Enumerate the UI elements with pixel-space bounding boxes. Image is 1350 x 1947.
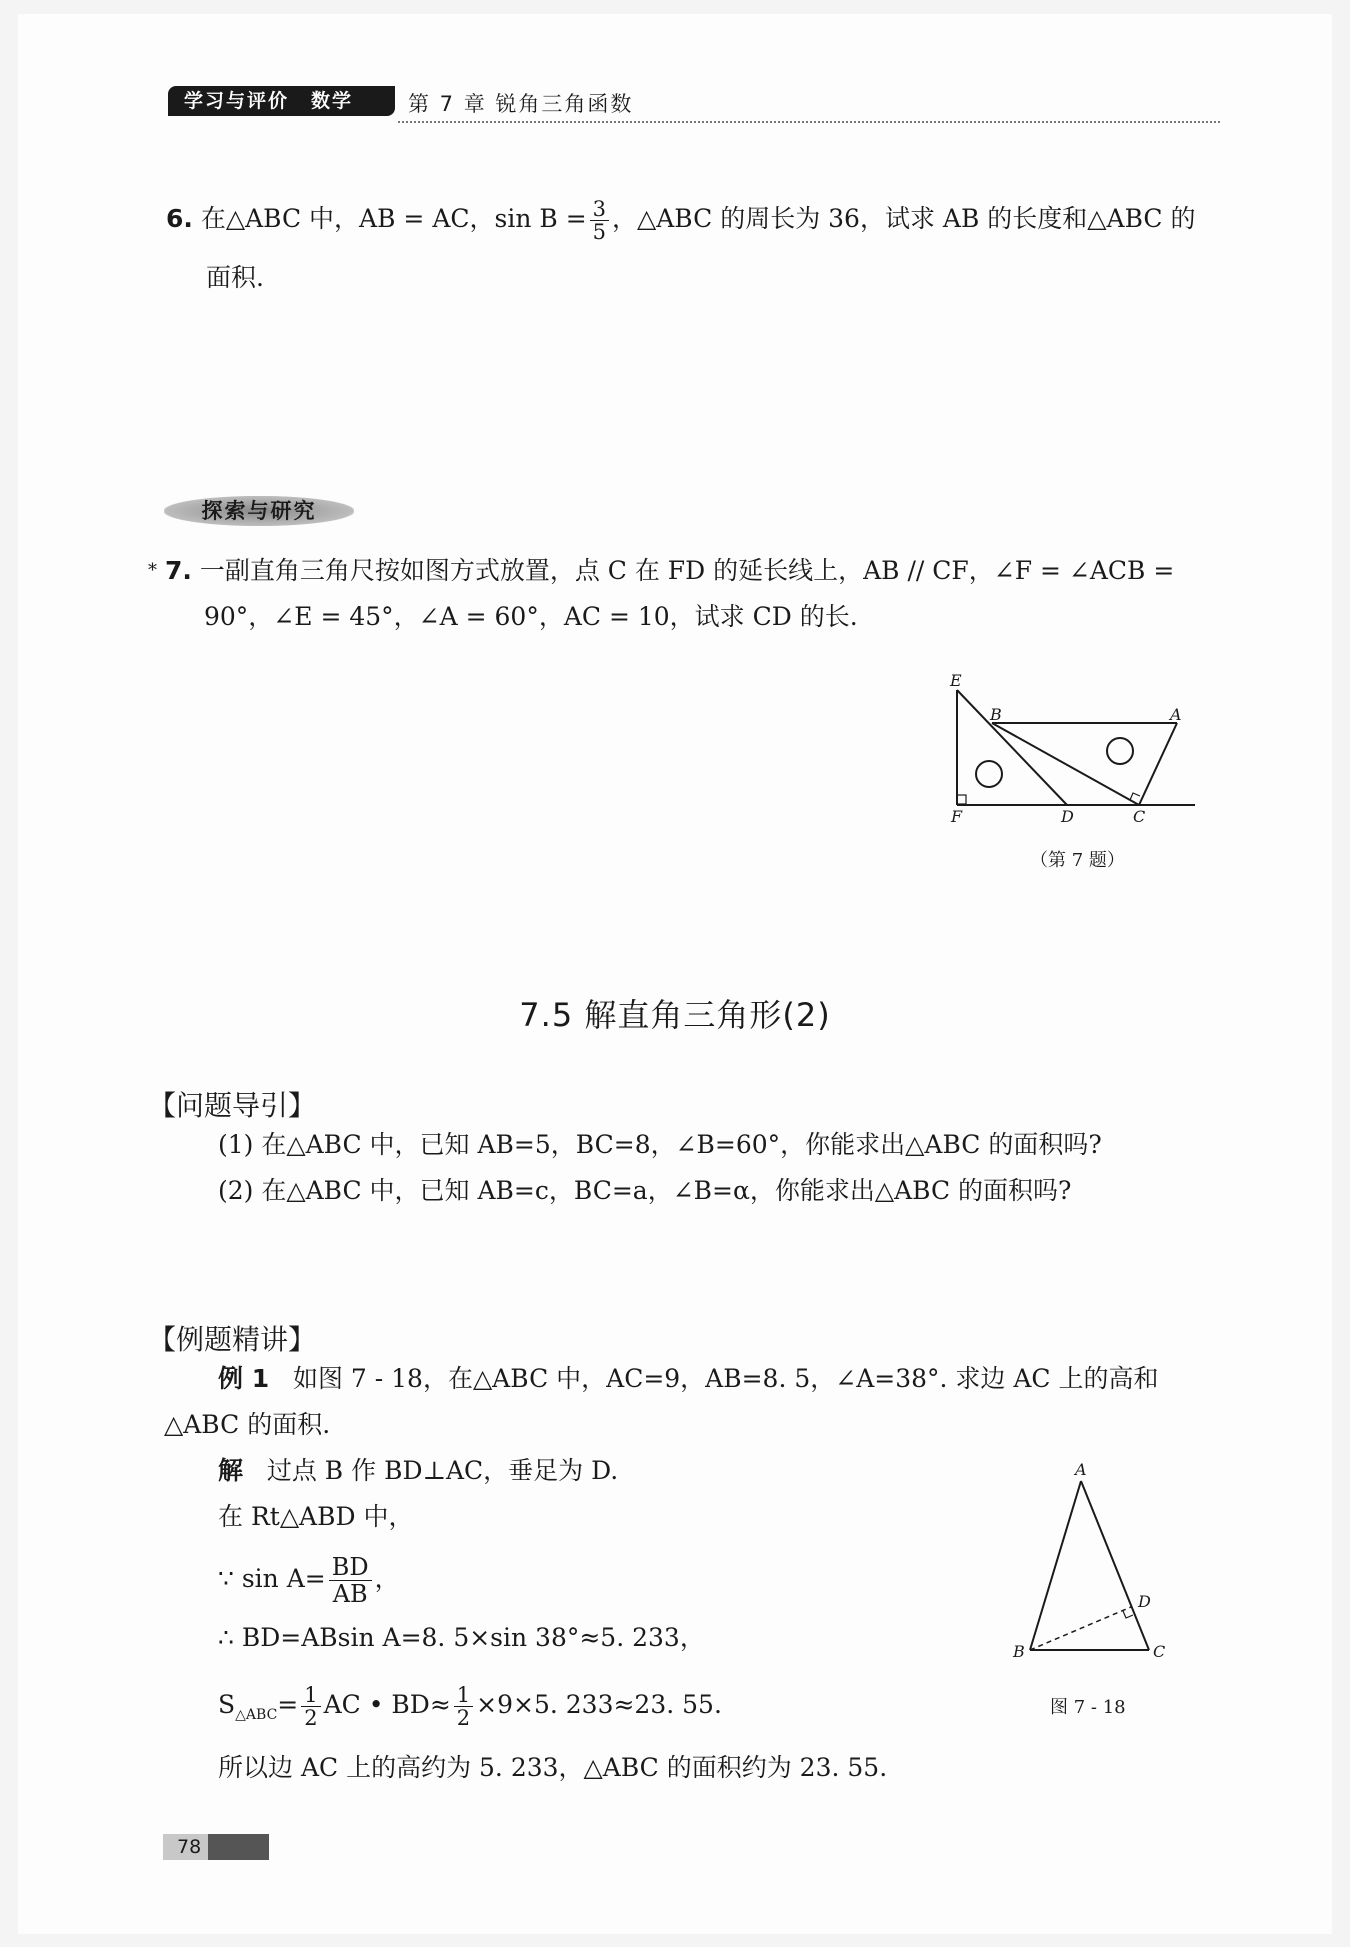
area-symbol: S — [218, 1690, 236, 1719]
question-7-star: * — [148, 560, 157, 581]
area-expr-1: AC • BD≈ — [323, 1690, 451, 1719]
question-6-line2: 面积. — [206, 263, 264, 292]
question-7-number: 7. — [164, 556, 192, 585]
book-subject: 数学 — [311, 90, 354, 112]
example-1-text: 如图 7 - 18，在△ABC 中，AC=9，AB=8. 5，∠A=38°. 求边 AC 上的高和 — [292, 1364, 1159, 1393]
question-6-number: 6. — [166, 204, 193, 233]
book-title: 学习与评价 — [184, 90, 290, 112]
guide-question-2: (2) 在△ABC 中，已知 AB=c，BC=a，∠B=α，你能求出△ABC 的面积吗? — [218, 1176, 1072, 1205]
question-7-caption: （第 7 题） — [1030, 850, 1125, 871]
guide-heading: 【问题导引】 — [148, 1089, 317, 1122]
example-heading: 【例题精讲】 — [148, 1323, 317, 1356]
question-7-line2: 90°，∠E = 45°，∠A = 60°，AC = 10，试求 CD 的长. — [204, 602, 858, 631]
section-title: 7.5 解直角三角形(2) — [519, 996, 831, 1034]
fraction-numerator: BD — [329, 1554, 372, 1581]
figure7-label-a: A — [1170, 705, 1182, 724]
fraction-one-half-a — [301, 1684, 320, 1729]
example-1-line1 — [218, 1363, 1159, 1395]
chapter-title: 第 7 章 锐角三角函数 — [408, 92, 634, 116]
figure-7-18 — [1005, 1455, 1185, 1660]
header-divider — [398, 121, 1220, 123]
area-equals: = — [277, 1690, 299, 1719]
solution-step-3-post: ， — [374, 1564, 400, 1593]
question-7-line1 — [148, 555, 1174, 587]
figure-7-18-caption: 图 7 - 18 — [1050, 1697, 1126, 1718]
question-6-text-b: ，△ABC 的周长为 36，试求 AB 的长度和△ABC 的 — [612, 204, 1196, 233]
solution-conclusion: 所以边 AC 上的高约为 5. 233，△ABC 的面积约为 23. 55. — [218, 1753, 888, 1782]
solution-label: 解 — [218, 1456, 244, 1485]
solution-step-5 — [218, 1684, 722, 1731]
solution-step-3-pre: ∵ sin A= — [218, 1564, 326, 1593]
figure718-label-a: A — [1075, 1460, 1087, 1479]
fraction-denominator: 2 — [304, 1706, 318, 1730]
fraction-bd-ab — [329, 1554, 372, 1607]
solution-step-3 — [218, 1554, 400, 1607]
solution-line1 — [218, 1455, 618, 1487]
book-title-badge — [168, 86, 395, 116]
question-6-line1 — [166, 198, 1195, 243]
example-1-line2: △ABC 的面积. — [164, 1410, 331, 1439]
fraction-denominator: 5 — [592, 220, 607, 244]
solution-step-4: ∴ BD=ABsin A=8. 5×sin 38°≈5. 233， — [218, 1623, 705, 1652]
question-7-figure — [940, 668, 1210, 828]
area-expr-2: ×9×5. 233≈23. 55. — [476, 1690, 722, 1719]
fraction-numerator: 3 — [590, 198, 609, 221]
fraction-3-5 — [590, 198, 609, 243]
figure718-label-b: B — [1013, 1642, 1025, 1660]
solution-step-2: 在 Rt△ABD 中， — [218, 1502, 414, 1531]
fraction-denominator: AB — [332, 1580, 368, 1608]
fraction-denominator: 2 — [456, 1706, 471, 1730]
figure7-label-e: E — [950, 671, 962, 690]
explore-section-badge: 探索与研究 — [164, 496, 354, 526]
guide-question-1: (1) 在△ABC 中，已知 AB=5，BC=8，∠B=60°，你能求出△ABC 的面积吗? — [218, 1130, 1102, 1159]
fraction-numerator: 1 — [454, 1684, 473, 1707]
figure7-label-c: C — [1133, 807, 1146, 826]
page-number: 78 — [163, 1834, 269, 1860]
figure718-label-d: D — [1138, 1592, 1151, 1611]
figure718-label-c: C — [1153, 1642, 1166, 1660]
question-6-text-a: 在△ABC 中，AB = AC，sin B = — [200, 204, 587, 233]
figure7-label-f: F — [951, 807, 963, 826]
fraction-one-half-b — [454, 1684, 473, 1729]
fraction-numerator: 1 — [301, 1684, 320, 1707]
figure7-label-d: D — [1061, 807, 1074, 826]
area-subscript: △ABC — [235, 1707, 278, 1723]
figure7-label-b: B — [990, 705, 1002, 724]
example-1-label: 例 1 — [218, 1364, 270, 1393]
question-7-text: 一副直角三角尺按如图方式放置，点 C 在 FD 的延长线上，AB // CF，∠F = ∠ACB = — [199, 556, 1175, 585]
solution-step-1: 过点 B 作 BD⊥AC，垂足为 D. — [266, 1456, 619, 1485]
